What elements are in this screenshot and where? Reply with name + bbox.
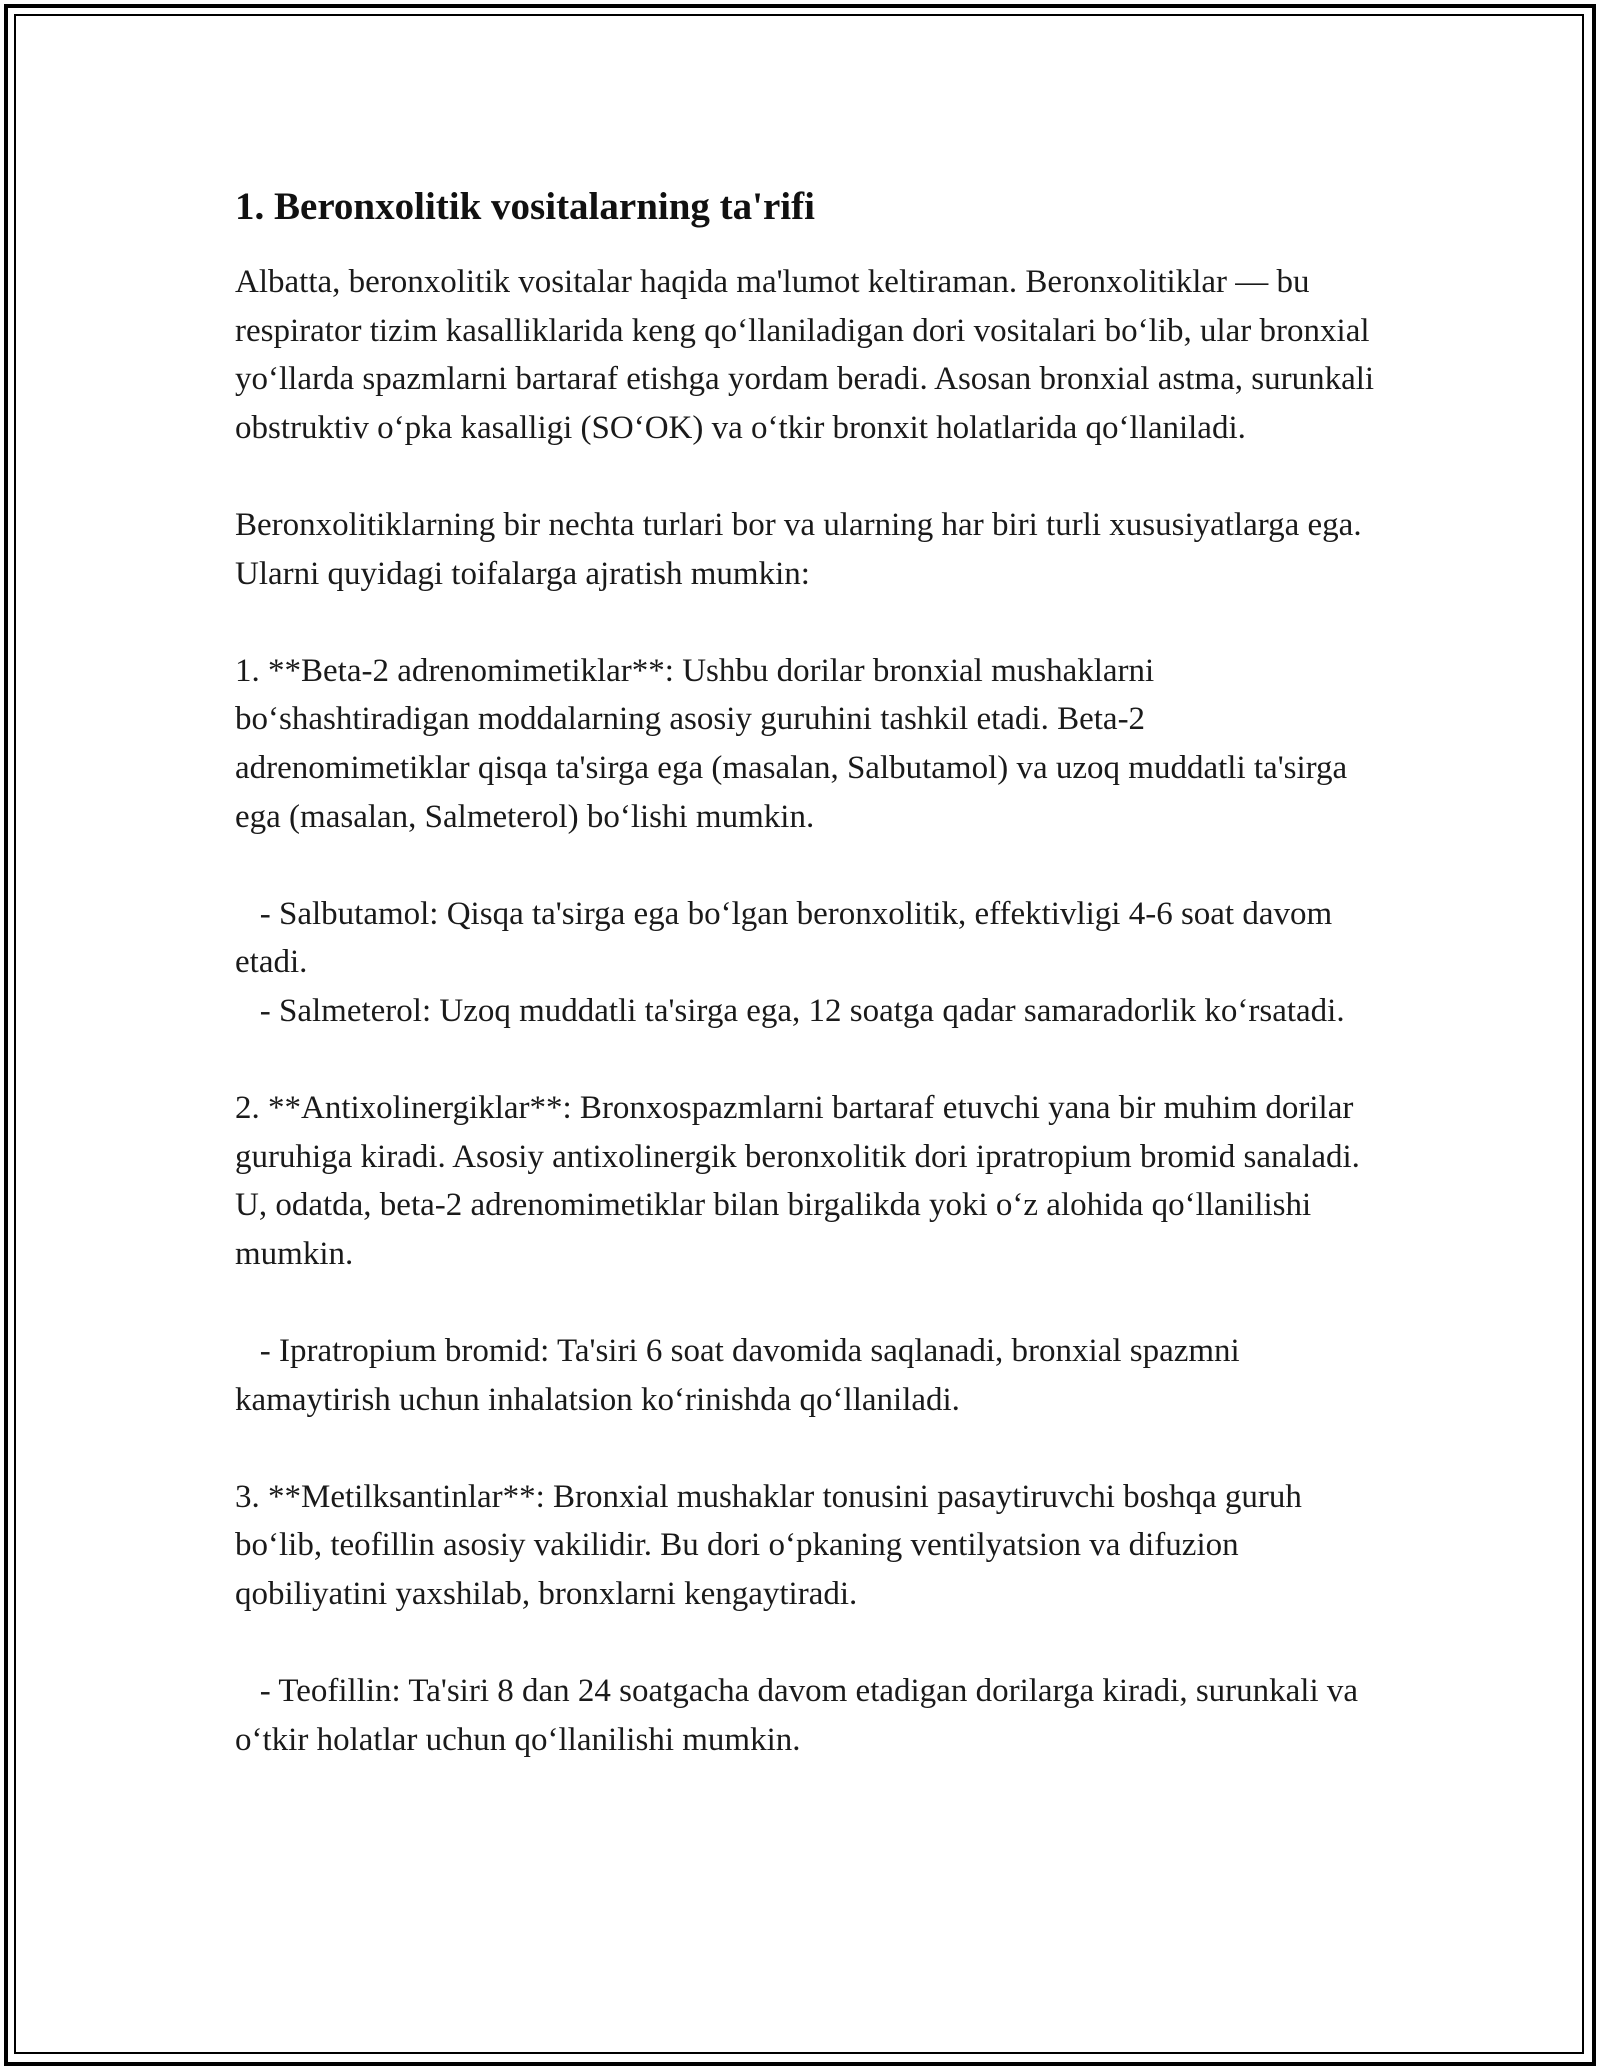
paragraph-gap xyxy=(235,598,1375,647)
sublist-theophylline: - Teofillin: Ta'siri 8 dan 24 soatgacha davom etadigan dorilarga kiradi, surunkali va o‘tkir holatlar uchun qo‘llanilishi mumkin. xyxy=(235,1673,1367,1758)
intro-paragraph: Albatta, beronxolitik vositalar haqida ma'lumot keltiraman. Beronxolitiklar — bu respirator tizim kasalliklarida keng qo‘llaniladigan dori vositalari bo‘lib, ular bronxial yo‘llarda spazmlarni bartaraf etishga yordam beradi. Asosan bronxial astma, surunkali obstruktiv o‘pka kasalligi (SO‘OK) va o‘tkir bronxit holatlarida qo‘llaniladi. xyxy=(235,264,1383,446)
paragraph-gap xyxy=(235,1619,1375,1668)
document-page xyxy=(235,183,1383,1764)
list-item-beta2: 1. **Beta-2 adrenomimetiklar**: Ushbu dorilar bronxial mushaklarni bo‘shashtiradigan moddalarning asosiy guruhini tashkil etadi. Beta-2 adrenomimetiklar qisqa ta'sirga ega (masalan, Salbutamol) va uzoq muddatli ta'sirga ega (masalan, Salmeterol) bo‘lishi mumkin. xyxy=(235,652,1356,835)
paragraph-gap xyxy=(235,841,1375,890)
types-intro-paragraph: Beronxolitiklarning bir nechta turlari bor va ularning har biri turli xususiyatlarga ega. Ularni quyidagi toifalarga ajratish mumkin: xyxy=(235,506,1370,592)
paragraph-gap xyxy=(235,452,1375,501)
paragraph-gap xyxy=(235,1278,1375,1327)
sublist-beta2-drugs: - Salbutamol: Qisqa ta'sirga ega bo‘lgan beronxolitik, effektivligi 4-6 soat davom etadi. - Salmeterol: Uzoq muddatli ta'sirga ega, 12 soatga qadar samaradorlik ko‘rsatadi. xyxy=(235,895,1345,1029)
paragraph-gap xyxy=(235,1036,1375,1085)
list-item-methylxanthines: 3. **Metilksantinlar**: Bronxial mushaklar tonusini pasaytiruvchi boshqa guruh bo‘lib, teofillin asosiy vakilidir. Bu dori o‘pkaning ventilyatsion va difuzion qobiliyatini yaxshilab, bronxlarni kengaytiradi. xyxy=(235,1478,1311,1613)
sublist-ipratropium: - Ipratropium bromid: Ta'siri 6 soat davomida saqlanadi, bronxial spazmni kamaytirish uchun inhalatsion ko‘rinishda qo‘llaniladi. xyxy=(235,1333,1248,1418)
section-heading: 1. Beronxolitik vositalarning ta'rifi xyxy=(235,185,815,228)
list-item-anticholinergics: 2. **Antixolinergiklar**: Bronxospazmlarni bartaraf etuvchi yana bir muhim dorilar guruhiga kiradi. Asosiy antixolinergik beronxolitik dori ipratropium bromid sanaladi. U, odatda, beta-2 adrenomimetiklar bilan birgalikda yoki o‘z alohida qo‘llanilishi mumkin. xyxy=(235,1090,1369,1272)
paragraph-gap xyxy=(235,1424,1375,1473)
